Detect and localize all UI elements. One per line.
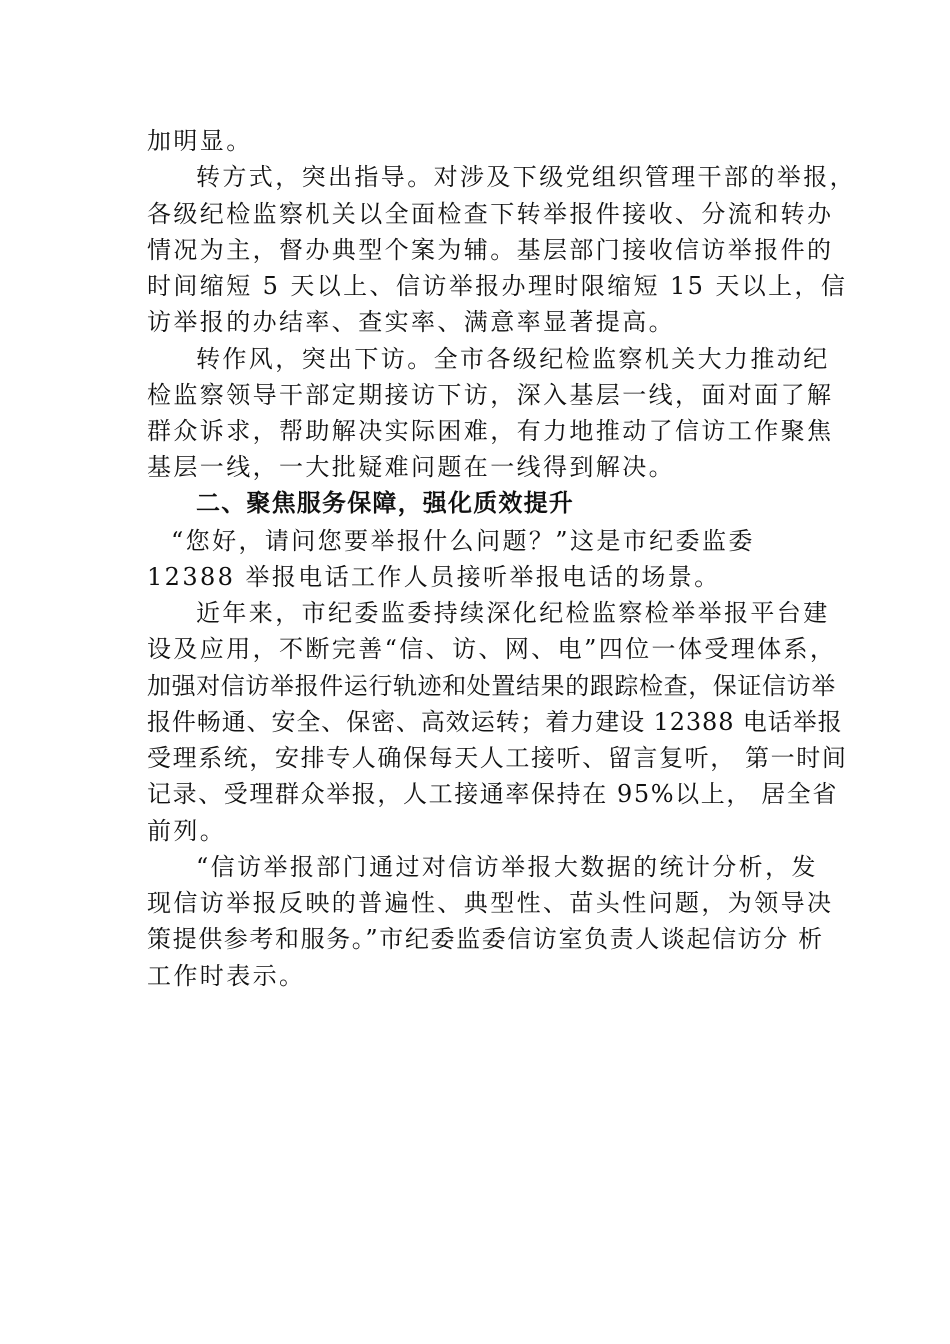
text-line: 各级纪检监察机关以全面检查下转举报件接收、分流和转办 <box>147 200 834 228</box>
text-line: 工作时表示。 <box>147 962 306 990</box>
text-line: 加强对信访举报件运行轨迹和处置结果的跟踪检查，保证信访举 <box>147 672 836 700</box>
text-line: 访举报的办结率、查实率、满意率显著提高。 <box>147 308 675 336</box>
text-line: 12388 举报电话工作人员接听举报电话的场景。 <box>147 563 721 591</box>
section-heading: 二、聚焦服务保障，强化质效提升 <box>196 489 574 517</box>
paragraph-first-line: “信访举报部门通过对信访举报大数据的统计分析，发 <box>196 853 818 881</box>
text-line: 时间缩短 5 天以上、信访举报办理时限缩短 15 天以上，信 <box>147 272 848 300</box>
text-line: 群众诉求，帮助解决实际困难，有力地推动了信访工作聚焦 <box>147 417 834 445</box>
text-line: 设及应用，不断完善“信、访、网、电”四位一体受理体系， <box>147 635 837 663</box>
text-line: 情况为主，督办典型个案为辅。基层部门接收信访举报件的 <box>147 236 834 264</box>
text-line: 报件畅通、安全、保密、高效运转；着力建设 12388 电话举报 <box>147 708 843 736</box>
text-line: 检监察领导干部定期接访下访，深入基层一线，面对面了解 <box>147 381 834 409</box>
text-line: 基层一线，一大批疑难问题在一线得到解决。 <box>147 453 675 481</box>
paragraph-first-line: “您好，请问您要举报什么问题？”这是市纪委监委 <box>171 527 755 555</box>
paragraph-first-line: 转作风，突出下访。全市各级纪检监察机关大力推动纪 <box>196 345 830 373</box>
text-line: 现信访举报反映的普遍性、典型性、苗头性问题，为领导决 <box>147 889 834 917</box>
paragraph-first-line: 转方式，突出指导。对涉及下级党组织管理干部的举报， <box>196 163 856 191</box>
text-line: 策提供参考和服务。”市纪委监委信访室负责人谈起信访分 析 <box>147 925 824 953</box>
text-line: 前列。 <box>147 817 227 845</box>
text-line: 受理系统，安排专人确保每天人工接听、留言复听， 第一时间 <box>147 744 848 772</box>
paragraph-first-line: 近年来，市纪委监委持续深化纪检监察检举举报平台建 <box>196 599 830 627</box>
text-line: 加明显。 <box>147 127 253 155</box>
text-line: 记录、受理群众举报，人工接通率保持在 95%以上， 居全省 <box>147 780 838 808</box>
